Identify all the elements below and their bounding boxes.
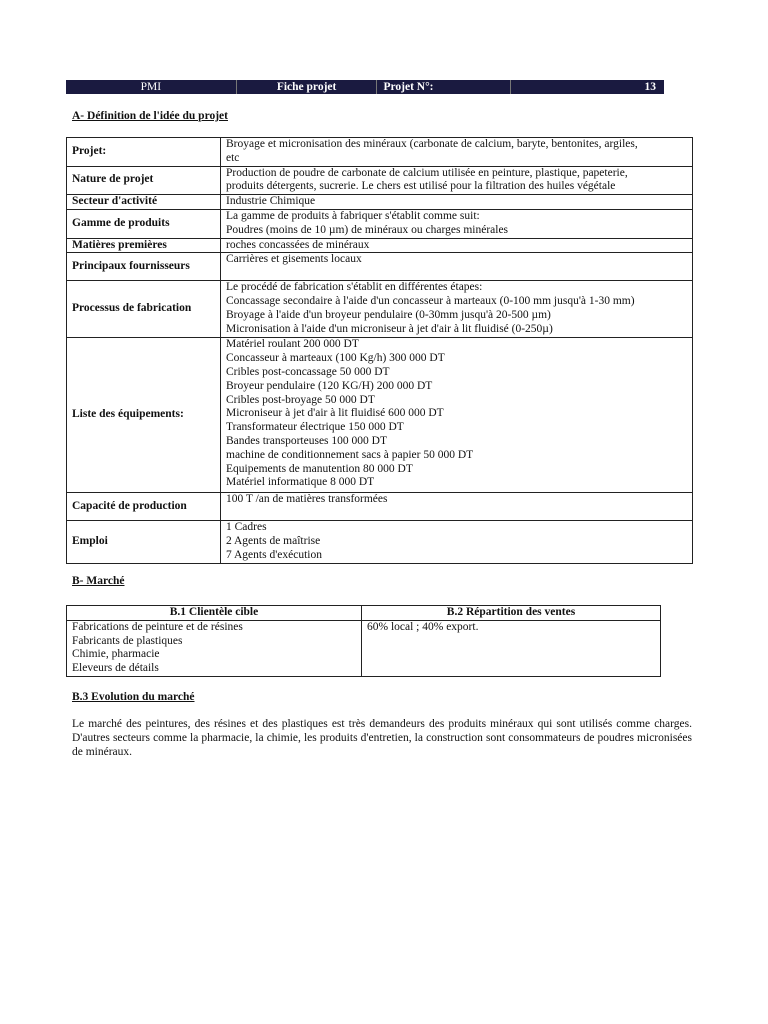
row-value: [221, 138, 693, 167]
value-line: Concassage secondaire à l'aide d'un concasseur à marteaux (0-100 mm jusqu'à 1-30 mm): [226, 295, 635, 308]
value-line: La gamme de produits à fabriquer s'établit comme suit:: [226, 209, 480, 222]
value-line: Production de poudre de carbonate de calcium utilisée en peinture, plastique, papeterie,: [226, 166, 628, 179]
row-value: [221, 238, 693, 253]
value-line: etc: [226, 151, 240, 164]
market-evolution-paragraph: Le marché des peintures, des résines et des plastiques est très demandeurs des produits minéraux qui sont utilisés comme charges. D'autres secteurs comme la pharmacie, la chimie, les produits d'entretien, la construction sont consommateurs de poudres micronisées de minéraux.: [72, 718, 692, 758]
row-value: [221, 253, 693, 281]
value-line: Matériel informatique 8 000 DT: [226, 476, 375, 489]
list-item: Chimie, pharmacie: [72, 648, 160, 661]
table-row: [67, 209, 693, 238]
row-label: Gamme de produits: [67, 209, 221, 238]
b2-cell: [362, 620, 661, 676]
row-label: Secteur d'activité: [67, 195, 221, 210]
table-row: [67, 521, 693, 564]
row-label: Matières premières: [67, 238, 221, 253]
value-line: 7 Agents d'exécution: [226, 548, 322, 561]
header-projet-label: Projet N°:: [376, 80, 510, 94]
section-b-title: B- Marché: [72, 575, 125, 587]
value-line: Equipements de manutention 80 000 DT: [226, 462, 413, 475]
market-table: [66, 605, 661, 677]
value-line: machine de conditionnement sacs à papier 50 000 DT: [226, 448, 474, 461]
project-header-bar: [66, 80, 664, 94]
list-item: Fabrications de peinture et de résines: [72, 620, 243, 633]
table-row: [67, 493, 693, 521]
section-a-title: A- Définition de l'idée du projet: [72, 110, 228, 122]
row-label: Projet:: [67, 138, 221, 167]
value-line: Poudres (moins de 10 µm) de minéraux ou charges minérales: [226, 223, 509, 236]
table-row: [67, 138, 693, 167]
row-value: [221, 281, 693, 338]
value-line: Industrie Chimique: [226, 195, 316, 208]
value-line: Cribles post-concassage 50 000 DT: [226, 365, 390, 378]
table-row: [67, 253, 693, 281]
header-pmi: PMI: [66, 80, 236, 94]
row-value: [221, 166, 693, 195]
list-item: Fabricants de plastiques: [72, 634, 183, 647]
table-row: [67, 166, 693, 195]
row-label: Liste des équipements:: [67, 338, 221, 493]
row-value: [221, 521, 693, 564]
value-line: Broyage et micronisation des minéraux (carbonate de calcium, baryte, bentonites, argiles,: [226, 138, 638, 150]
table-row: [67, 238, 693, 253]
value-line: 1 Cadres: [226, 521, 267, 534]
value-line: Micronisation à l'aide d'un microniseur à jet d'air à lit fluidisé (0-250µ): [226, 322, 553, 335]
section-b3-title: B.3 Evolution du marché: [72, 691, 195, 703]
header-projet-number: 13: [510, 80, 664, 94]
table-row: [67, 620, 661, 676]
row-value: [221, 209, 693, 238]
row-value: [221, 493, 693, 521]
table-row: [67, 281, 693, 338]
b1-cell: [67, 620, 362, 676]
value-line: Matériel roulant 200 000 DT: [226, 338, 359, 351]
table-row: [67, 195, 693, 210]
b2-header: B.2 Répartition des ventes: [362, 606, 661, 621]
value-line: produits détergents, sucrerie. Le chers est utilisé pour la filtration des huiles végétale: [226, 180, 616, 193]
value-line: Bandes transporteuses 100 000 DT: [226, 434, 387, 447]
list-item: Eleveurs de détails: [72, 662, 159, 675]
value-line: roches concassées de minéraux: [226, 238, 370, 251]
value-line: Broyage à l'aide d'un broyeur pendulaire (0-30mm jusqu'à 20-500 µm): [226, 308, 551, 321]
value-line: Concasseur à marteaux (100 Kg/h) 300 000 DT: [226, 352, 445, 365]
row-label: Processus de fabrication: [67, 281, 221, 338]
value-line: 100 T /an de matières transformées: [226, 493, 388, 506]
value-line: Transformateur électrique 150 000 DT: [226, 421, 404, 434]
value-line: Broyeur pendulaire (120 KG/H) 200 000 DT: [226, 379, 433, 392]
b1-header: B.1 Clientèle cible: [67, 606, 362, 621]
value-line: Le procédé de fabrication s'établit en différentes étapes:: [226, 281, 483, 294]
row-label: Principaux fournisseurs: [67, 253, 221, 281]
row-label: Emploi: [67, 521, 221, 564]
row-value: [221, 338, 693, 493]
value-line: 2 Agents de maîtrise: [226, 535, 321, 548]
table-row: [67, 338, 693, 493]
sales-split-text: 60% local ; 40% export.: [367, 620, 479, 633]
value-line: Carrières et gisements locaux: [226, 253, 362, 266]
value-line: Cribles post-broyage 50 000 DT: [226, 393, 375, 406]
value-line: Microniseur à jet d'air à lit fluidisé 600 000 DT: [226, 407, 444, 420]
header-fiche-projet: Fiche projet: [236, 80, 377, 94]
project-definition-table: [66, 137, 693, 564]
row-value: [221, 195, 693, 210]
row-label: Capacité de production: [67, 493, 221, 521]
row-label: Nature de projet: [67, 166, 221, 195]
